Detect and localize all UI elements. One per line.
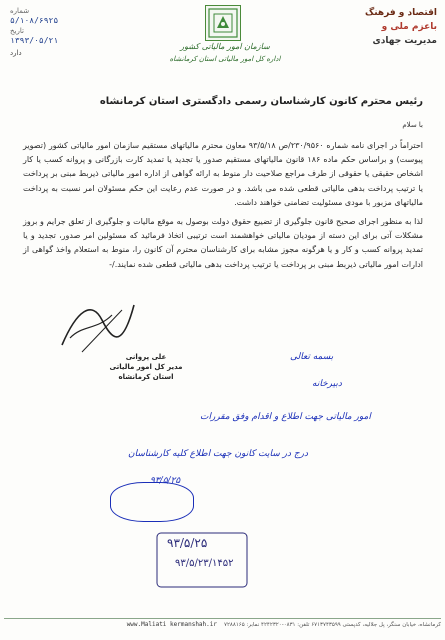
slogan-line-1: اقتصاد و فرهنگ — [365, 8, 437, 18]
slogan-block — [327, 6, 437, 48]
signatory-name: علی پروانی — [125, 353, 167, 361]
letter-greeting: با سلام — [402, 121, 423, 129]
received-date: ۹۳/۵/۲۵ — [167, 536, 208, 550]
tax-organization-logo — [205, 5, 241, 41]
footer-website: www.Maliati kermanshah.ir — [126, 621, 217, 628]
handwritten-note-5: ۹۳/۵/۲۵ — [150, 476, 181, 486]
handwritten-note-2: دبیرخانه — [312, 379, 342, 389]
handwritten-note-4: درج در سایت کانون جهت اطلاع کلیه کارشناسان — [128, 449, 308, 459]
organization-name: سازمان امور مالیاتی کشور — [180, 42, 270, 51]
handwritten-note-3: امور مالیاتی جهت اطلاع و اقدام وفق مقررات — [200, 412, 371, 422]
organization-department: اداره کل امور مالیاتی استان کرمانشاه — [169, 55, 281, 63]
attachment-indicator: دارد — [10, 49, 22, 57]
letter-date: ۱۳۹۳/۰۵/۲۱ — [10, 36, 59, 45]
letter-footer — [4, 618, 441, 628]
signatory-title: مدیر کل امور مالیاتی استان کرمانشاه — [109, 363, 183, 381]
date-label: تاریخ — [10, 27, 24, 35]
letter-number: ۵/۱۰۸/۶۹۲۵ — [10, 16, 59, 25]
slogan-line-2: باعزم ملی و — [381, 22, 437, 32]
handwritten-circle-mark — [110, 482, 194, 522]
letter-recipient: رئیس محترم کانون کارشناسان رسمی دادگستری استان کرمانشاه — [99, 96, 423, 107]
body-paragraph-1: احتراماً در اجرای نامه شماره ۲۳۰/۹۵۶۰/ص ۹۳/۵/۱۸ معاون محترم مالیاتهای مستقیم سازمان امور مالیاتی کشور (تصویر پیوست) و براساس حکم ماده ۱۸۶ قانون مالیاتهای مستقیم صدور یا تجدید یا تمدید کارت بازرگانی و پروانه کسب یا کار اشخاص حقیقی یا حقوقی از طرف مراجع صلاحیت دار منوط به ارائه گواهی از اداره امور مالیاتی ذیربط مبنی بر پرداخت یا ترتیب پرداخت بدهی مالیاتی قطعی شده می باشد. و در صورت عدم رعایت این حکم مسئولان امر نسبت به پرداخت مالیاتهای مزبور با مودی مسئولیت تضامنی خواهند داشت. — [23, 141, 423, 207]
footer-address: کرمانشاه، خیابان سنگر، پل جلالیه، کدپستی ۶۷۱۳۷۴۳۵۹۹ تلفن: ۰۸۳۱-۴۲۴۲۳۲۰ نمابر: ۷۲۸۸۱۶۵ — [224, 622, 441, 628]
body-paragraph-2: لذا به منظور اجرای صحیح قانون جلوگیری از تضییع حقوق دولت بوصول به موقع مالیات و جلوگیری از تعلق جرایم و بروز مشکلات آتی برای این دسته از مودیان مالیاتی خواهشمند است ترتیبی اتخاذ فرمائید که مسئولین امر صدور، تجدید و یا تمدید پروانه کسب و کار و یا هرگونه مجوز مشابه برای کارشناسان محترم آن کانون را، منوط به استعلام واخذ گواهی از ادارات امور مالیاتی ذیربط مبنی بر پرداخت یا ترتیب پرداخت بدهی مالیاتی قطعی شده نمایند./- — [23, 217, 423, 269]
letter-meta — [10, 6, 90, 58]
signatory — [100, 352, 192, 382]
number-label: شماره — [10, 7, 30, 15]
official-signature-stamp — [52, 290, 142, 360]
letter-body — [23, 139, 423, 277]
received-number: ۹۳/۵/۲۳/۱۴۵۲ — [175, 558, 234, 569]
handwritten-note-1: بسمه تعالی — [290, 352, 334, 362]
slogan-line-3: مدیریت جهادی — [372, 36, 437, 46]
